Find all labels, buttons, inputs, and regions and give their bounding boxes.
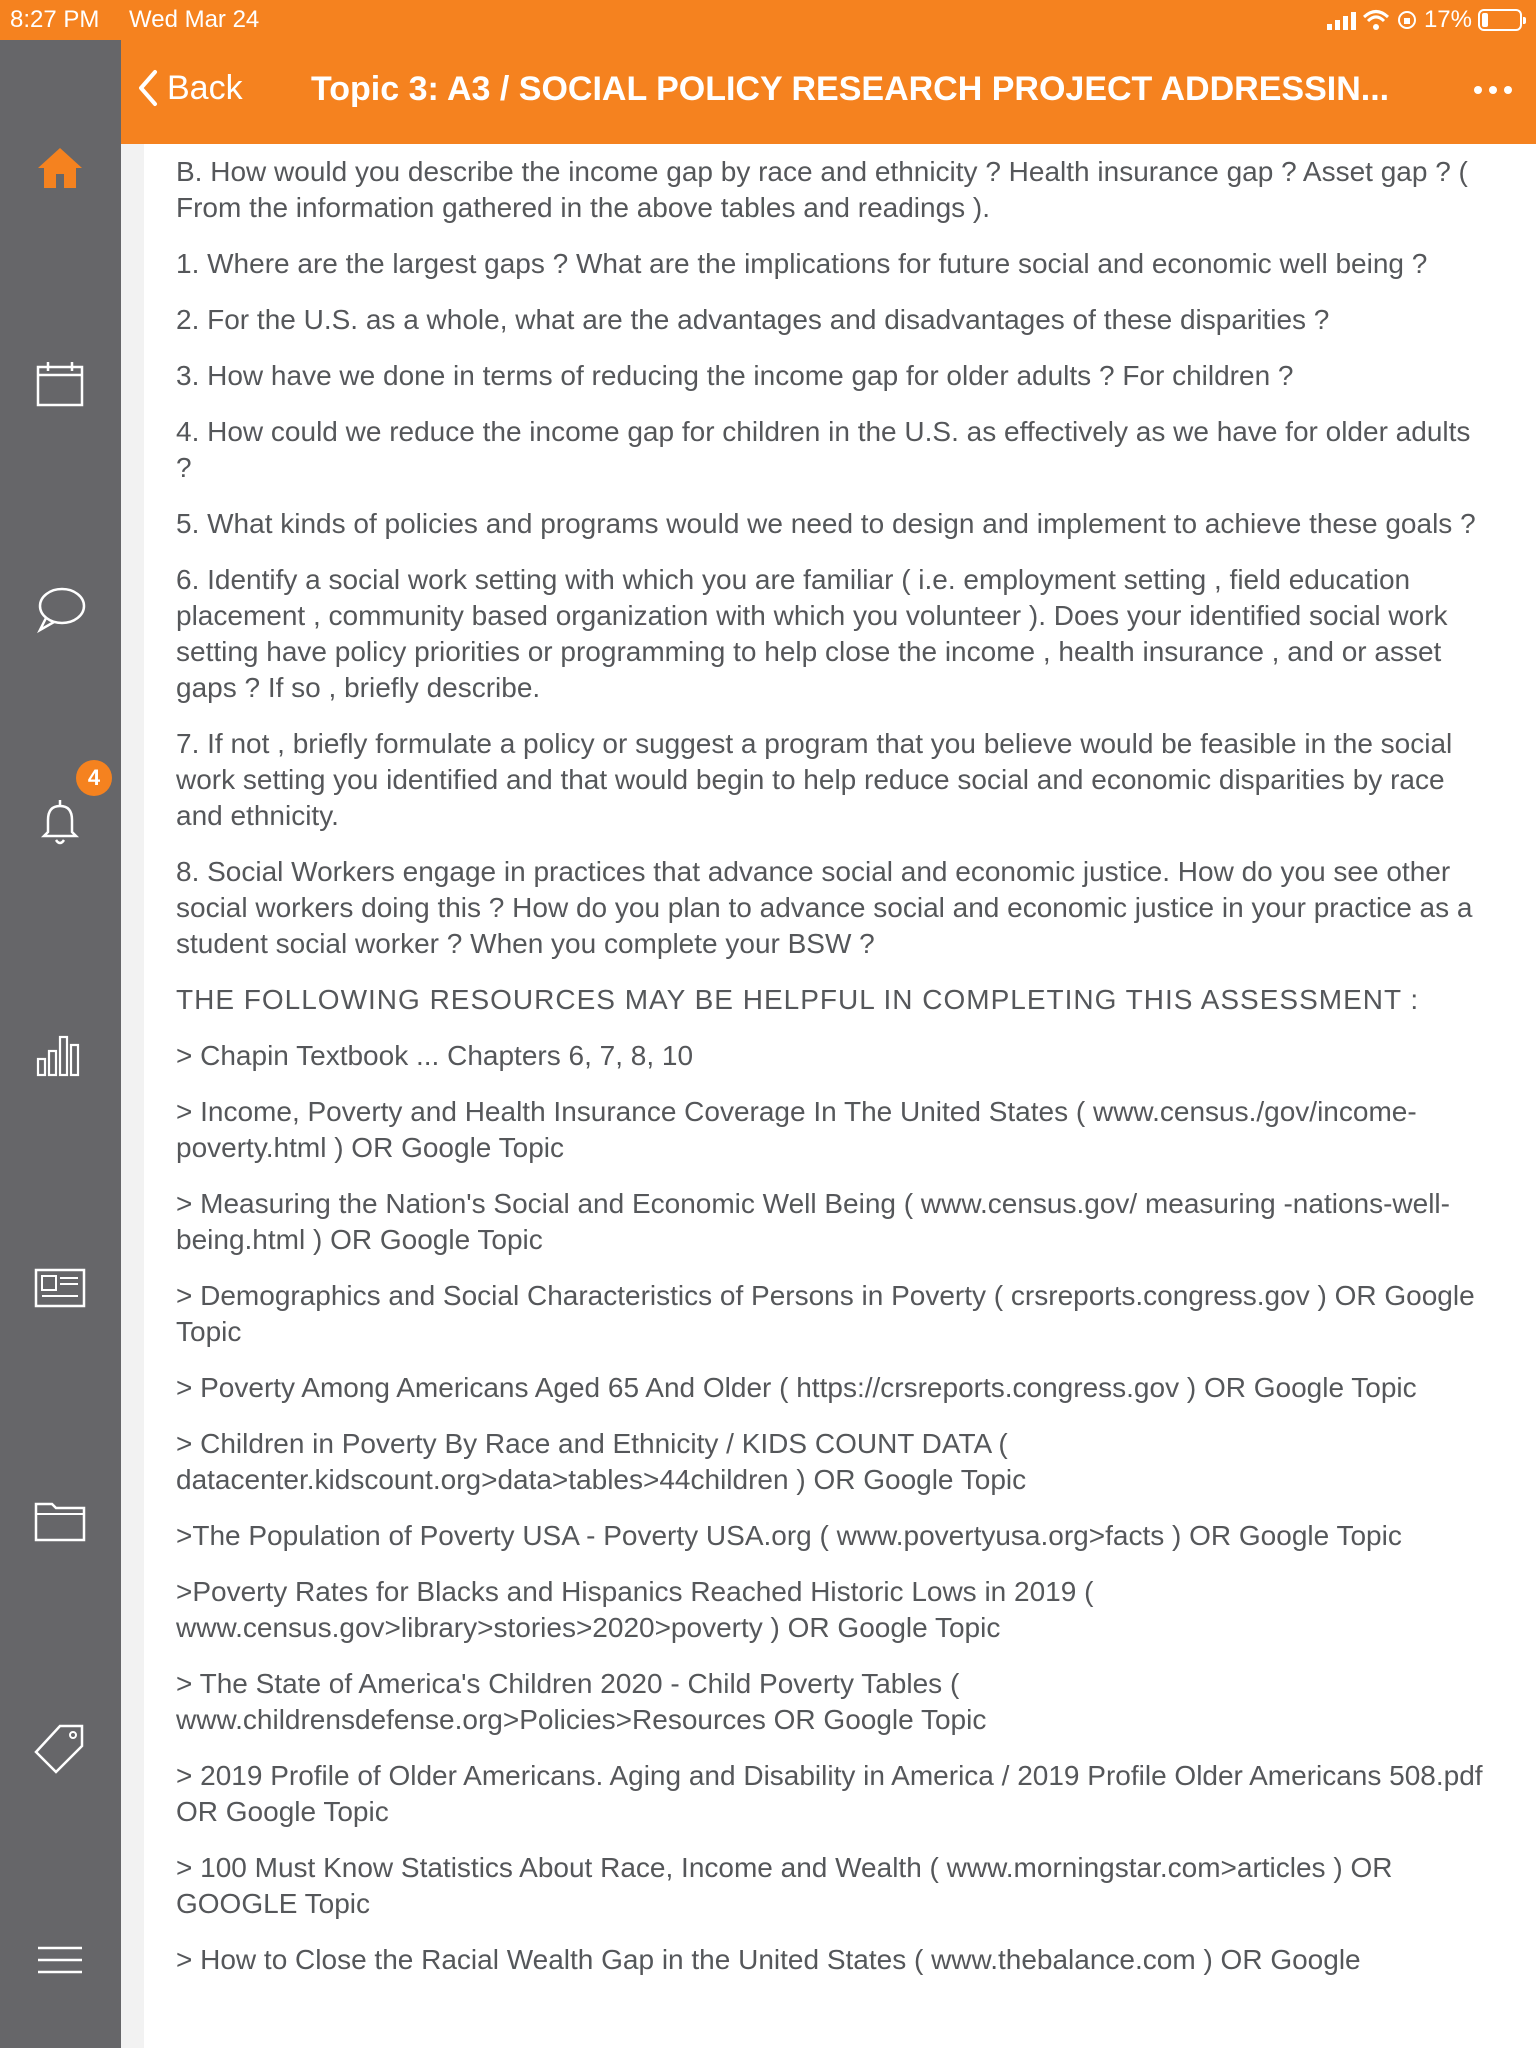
back-button[interactable] <box>135 68 243 108</box>
sidebar-item-analytics[interactable] <box>0 1015 121 1095</box>
chevron-left-icon <box>135 68 159 108</box>
sidebar-item-notifications[interactable] <box>0 760 121 840</box>
resource-item: > Income, Poverty and Health Insurance Coverage In The United States ( www.census./gov/income-poverty.html ) OR Google Topic <box>176 1096 1417 1163</box>
question-paragraph: 8. Social Workers engage in practices that advance social and economic justice. How do you see other social workers doing this ? How do you plan to advance social and economic justice in your practice as a student social worker ? When you complete your BSW ? <box>176 856 1473 959</box>
status-indicators <box>1327 6 1522 34</box>
newspaper-icon <box>32 1262 88 1314</box>
content-panel[interactable] <box>144 144 1536 2048</box>
sidebar-item-home[interactable] <box>0 128 121 208</box>
resource-item: > Children in Poverty By Race and Ethnicity / KIDS COUNT DATA ( datacenter.kidscount.org>data>tables>44children ) OR Google Topic <box>176 1428 1027 1495</box>
chat-icon <box>32 584 88 636</box>
nav-bar <box>121 40 1536 144</box>
content-body <box>176 154 1486 1998</box>
sidebar-item-calendar[interactable] <box>0 345 121 425</box>
notification-badge: 4 <box>76 760 112 796</box>
resources-heading: THE FOLLOWING RESOURCES MAY BE HELPFUL IN COMPLETING THIS ASSESSMENT : <box>176 984 1420 1015</box>
question-paragraph: 4. How could we reduce the income gap for children in the U.S. as effectively as we have for older adults ? <box>176 416 1471 483</box>
question-paragraph: 5. What kinds of policies and programs would we need to design and implement to achieve these goals ? <box>176 508 1476 539</box>
status-date: Wed Mar 24 <box>129 6 260 33</box>
question-paragraph: 3. How have we done in terms of reducing the income gap for older adults ? For children ? <box>176 360 1294 391</box>
rotation-lock-icon <box>1396 9 1418 31</box>
resource-item: >The Population of Poverty USA - Poverty USA.org ( www.povertyusa.org>facts ) OR Google Topic <box>176 1520 1402 1551</box>
bar-chart-icon <box>32 1029 88 1081</box>
resource-item: >Poverty Rates for Blacks and Hispanics Reached Historic Lows in 2019 ( www.census.gov>library>stories>2020>poverty ) OR Google Topic <box>176 1576 1094 1643</box>
question-paragraph: 2. For the U.S. as a whole, what are the advantages and disadvantages of these disparities ? <box>176 304 1330 335</box>
resource-item: > Demographics and Social Characteristics of Persons in Poverty ( crsreports.congress.gov ) OR Google Topic <box>176 1280 1475 1347</box>
sidebar-item-news[interactable] <box>0 1248 121 1328</box>
folder-icon <box>32 1494 88 1546</box>
home-icon <box>32 142 88 194</box>
question-paragraph: B. How would you describe the income gap by race and ethnicity ? Health insurance gap ? Asset gap ? ( From the information gathered in the above tables and readings ). <box>176 156 1468 223</box>
question-paragraph: 1. Where are the largest gaps ? What are the implications for future social and economic well being ? <box>176 248 1428 279</box>
tag-icon <box>32 1722 88 1774</box>
battery-icon <box>1478 9 1522 31</box>
status-time: 8:27 PM <box>10 6 100 33</box>
bell-icon <box>32 796 88 848</box>
signal-icon <box>1327 10 1356 30</box>
resource-item: > Measuring the Nation's Social and Economic Well Being ( www.census.gov/ measuring -nations-well-being.html ) OR Google Topic <box>176 1188 1450 1255</box>
resource-item: > How to Close the Racial Wealth Gap in the United States ( www.thebalance.com ) OR Google <box>176 1944 1361 1975</box>
question-paragraph: 7. If not , briefly formulate a policy or suggest a program that you believe would be feasible in the social work setting you identified and that would begin to help reduce social and economic disparities by race and ethnicity. <box>176 728 1453 831</box>
page-title: Topic 3: A3 / SOCIAL POLICY RESEARCH PROJECT ADDRESSIN... <box>311 70 1390 108</box>
resource-item: > Poverty Among Americans Aged 65 And Older ( https://crsreports.congress.gov ) OR Google Topic <box>176 1372 1417 1403</box>
menu-icon <box>32 1936 88 1988</box>
resource-item: > The State of America's Children 2020 - Child Poverty Tables ( www.childrensdefense.org>Policies>Resources OR Google Topic <box>176 1668 987 1735</box>
wifi-icon <box>1362 9 1390 31</box>
sidebar-item-tags[interactable] <box>0 1708 121 1788</box>
resource-item: > 2019 Profile of Older Americans. Aging and Disability in America / 2019 Profile Older Americans 508.pdf OR Google Topic <box>176 1760 1483 1827</box>
resource-item: > 100 Must Know Statistics About Race, Income and Wealth ( www.morningstar.com>articles ) OR GOOGLE Topic <box>176 1852 1393 1919</box>
sidebar-item-chat[interactable] <box>0 570 121 650</box>
sidebar-item-menu[interactable] <box>0 1922 121 2002</box>
battery-percent: 17% <box>1423 6 1472 33</box>
question-paragraph: 6. Identify a social work setting with which you are familiar ( i.e. employment setting , field education placement , community based organization with which you volunteer ). Does your identified social work setting have policy priorities or programming to help close the income , health insurance , and or asset gaps ? If so , briefly describe. <box>176 564 1448 703</box>
calendar-icon <box>32 359 88 411</box>
status-bar <box>0 0 1536 40</box>
back-label: Back <box>167 68 243 107</box>
ellipsis-icon[interactable] <box>1474 86 1512 94</box>
sidebar <box>0 40 121 2048</box>
sidebar-item-files[interactable] <box>0 1480 121 1560</box>
resource-item: > Chapin Textbook ... Chapters 6, 7, 8, 10 <box>176 1040 694 1071</box>
